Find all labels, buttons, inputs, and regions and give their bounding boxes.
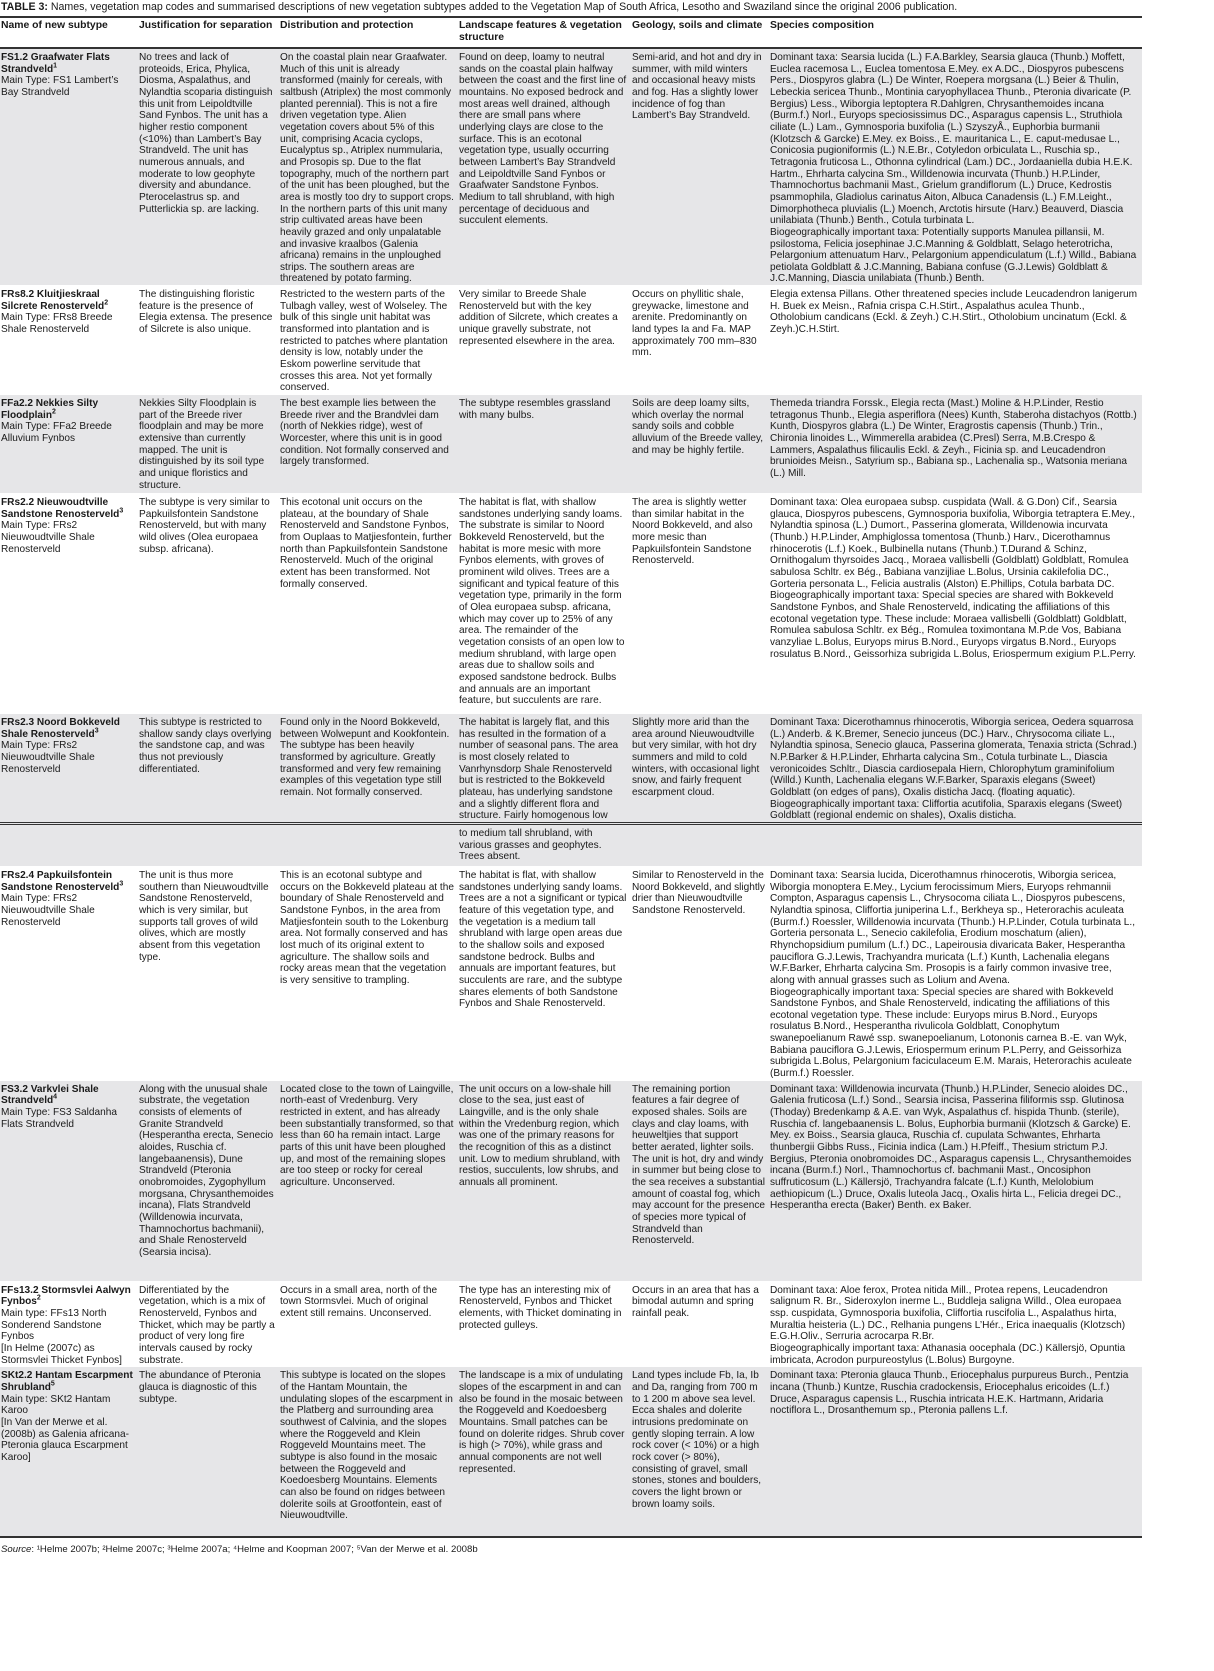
subtypes-table: [0, 18, 1142, 1536]
reference-superscript: 3: [119, 507, 124, 515]
table-row: [0, 1281, 1142, 1367]
distribution-cell: [279, 48, 458, 286]
landscape-text: The unit occurs on a low-shale hill close to the sea, just east of Laingville, and is the only shale within the Vredenburg region, which was one of the primary reasons for the recognition of this as a distinct unit. Low to medium shrubland, with restios, succulents, low shrubs, and annuals all prominent.: [459, 1083, 621, 1188]
subtype-name-cell: [0, 1080, 138, 1281]
header-name: Name of new subtype: [0, 18, 138, 48]
distribution-text: Restricted to the western parts of the Tulbagh valley, west of Wolseley. The bulk of this single unit habitat was transformed into plantation and is restricted to patches where plantation density is low, notably under the Eskom powerline servitude that crosses this area. Not yet formally conserved.: [280, 289, 448, 394]
justification-text: The subtype is very similar to Papkuilsfontein Sandstone Renosterveld, but with many wild olives (Olea europaea subsp. africana).: [139, 497, 270, 555]
species-dominant-text: Themeda triandra Forssk., Elegia recta (Mast.) Moline & H.P.Linder, Restio tetragonus Thunb., Elegia asperiflora (Nees) Kunth, Staberoha distachyos (Rottb.) Kunth, Diospyros glabra (L.) De Winter, Eragrostis capensis (Thunb.) Trin., Chironia linoides L., Wimmerella arabidea (C.Presl) Serra, M.B.Crespo & Lammers, Aspalathus filicaulis Eckl. & Zeyh., Ficinia sp. and Leucadendron brunioides Meisn., Satyrium sp., Babiana sp., Lachenalia sp., Watsonia meriana (L.) Mill.: [770, 398, 1137, 479]
landscape-text: The landscape is a mix of undulating slopes of the escarpment in and can also be found in the mosaic between the Roggeveld and Koedoesberg Mountains. Small patches can be found on dolerite ridges. Shrub cover is high (> 70%), while grass and annual components are not well represented.: [459, 1370, 625, 1475]
main-type: Main Type: FS3 Saldanha Flats Strandveld: [1, 1107, 117, 1130]
species-biogeographic-text: Biogeographically important taxa: Special species are shared with Bokkeveld Sandstone Fynbos, and Shale Renosterveld, indicating the affiliations of this ecotonal vegetation type. These include: Euryops mirus B.Nord., Euryops rosulatus B.Nord., Hesperantha rivulicola Goldblatt, Conophytum swanepoelianum Rawé ssp. swanepoelianum, Lotononis carnea B.-E. van Wyk, Babiana pauciflora G.J.Lewis, Eriospermum erinum P.L.Perry, and Geissorhiza subrigida L.Bolus, Pelargonium faciculaceum E.M. Marais, Heterorachis aculeate (Burm.f.) Roessler.: [770, 986, 1132, 1080]
distribution-text: On the coastal plain near Graafwater. Much of this unit is already transformed (mainly for cereals, with saltbush (Atriplex) the most commonly planted perennial). This is not a fire driven vegetation type. Alien vegetation covers about 5% of this unit, comprising Acacia cyclops, Eucalyptus sp., Atriplex nummularia, and Prosopis sp. Due to the flat topography, much of the northern part of the unit has been ploughed, but the area is mostly too dry to support crops. In the northern parts of this unit many strip cultivated areas have been heavily grazed and only unpalatable and invasive kraalbos (Galenia africana) remains in the unploughed strips. The southern areas are threatened by potato farming.: [280, 52, 454, 285]
table-continuation-row: [0, 823, 1142, 866]
distribution-cell: [279, 714, 458, 824]
justification-cell: [138, 866, 279, 1080]
subtype-name-cell: [0, 866, 138, 1080]
species-dominant-text: Dominant taxa: Searsia lucida (L.) F.A.Barkley, Searsia glauca (Thunb.) Moffett, Euclea racemosa L., Euclea tomentosa E.Mey. ex A.DC., Diospyros pubescens Pers., Diospyros glabra (L.) De Winter, Roepera morgsana (L.) Beier & Thulin, Lebeckia sericea Thunb., Montinia caryophyllacea Thunb., Pteronia divaricate (P. Bergius) Less., Wiborgia leptoptera R.Dahlgren, Chrysanthemoides incana (Burm.f.) Norl., Euryops speciosissimus DC., Asparagus capensis L., Struthiola ciliate (L.) Lam., Gymnosporia buxifolia (L.) SzyszyÅ., Euphorbia burmanii (Klotzsch & Garcke) E.Mey. ex Boiss., E. mauritanica L., E. caput-medusae L., Conicosia pugioniformis (L.) N.E.Br., Cotyledon orbiculata L., Ruschia sp., Tetragonia fruticosa L., Othonna cylindrical (Lam.) DC., Jordaaniella dubia H.E.K. Hartm., Ehrharta calycina Sm., Willdenowia incurvata (Thunb.) H.P.Linder, Thamnochortus bachmanii Mast., Grielum grandiflorum (L.) Druce, Kedrostis psammophila, Gladiolus carinatus Aiton, Albuca Canadensis (L.) F.M.Leight., Dimorphotheca pluvialis (L.) Moench, Arctotis hirsute (Harv.) Beauverd, Diascia unilabiata (Thunb.) Benth., Cotula turbinata L.: [770, 52, 1133, 227]
subtype-name-text: FRs2.4 Papkuilsfontein Sandstone Renosterveld: [1, 869, 120, 893]
distribution-cell: [279, 286, 458, 395]
species-cell: [769, 286, 1142, 395]
geology-cell: [631, 286, 769, 395]
geology-cell: [631, 1281, 769, 1367]
table-row: [0, 395, 1142, 494]
distribution-text: This subtype is located on the slopes of the Hantam Mountain, the undulating slopes of the escarpment in the Platberg and surrounding area southwest of Calvinia, and the slopes where the Roggeveld and Klein Roggeveld Mountains meet. The subtype is also found in the mosaic between the Roggeveld and Koedoesberg Mountains. Elements can also be found on ridges between dolerite soils at Grootfontein, east of Nieuwoudtville.: [280, 1370, 453, 1522]
distribution-cell: [279, 1367, 458, 1537]
header-distribution: Distribution and protection: [279, 18, 458, 48]
main-type: Main Type: FRs2 Nieuwoudtville Shale Renosterveld: [1, 740, 95, 775]
landscape-cell: [458, 1080, 631, 1281]
geology-cell: [631, 494, 769, 714]
justification-cell: [138, 48, 279, 286]
geology-text: Land types include Fb, Ia, Ib and Da, ranging from 700 m to 1 200 m above sea level. Ecca shales and dolerite intrusions predominate on gently sloping terrain. A low rock cover (< 10%) or a high rock cover (> 80%), consisting of gravel, small stones, stones and boulders, covers the light brown or brown loamy soils.: [632, 1370, 762, 1510]
table-row: [0, 286, 1142, 395]
species-biogeographic-text: Biogeographically important taxa: Athanasia oocephala (DC.) Källersjö, Opuntia imbricata, Acrodon purpureostylus (L.Bolus) Burgoyne.: [770, 1343, 1126, 1366]
landscape-text: The habitat is largely flat, and this has resulted in the formation of a number of seasonal pans. The area is most closely related to Vanrhynsdorp Shale Renosterveld but is restricted to the Bokkeveld plateau, has underlying sandstone and a slightly different flora and structure. Fairly homogenous low: [459, 717, 619, 822]
landscape-cell: [458, 1281, 631, 1367]
species-biogeographic-text: Biogeographically important taxa: Special species are shared with Bokkeveld Sandstone Fynbos, and Shale Renosterveld, indicating the affiliations of this ecotonal vegetation type. These include: Moraea vallisbelli (Goldblatt) Goldblatt, Romulea sabulosa Schltr. ex Bég., Romulea toximontana M.P.de Vos, Babiana vanzyliae L.Bolus, Euryops mirus B.Nord., Euryops virgatus B.Nord., Euryops rosulatus B.Nord., Geissorhiza subrigida L.Bolus, Eriospermum exigium P.L.Perry.: [770, 590, 1136, 660]
table-caption: Names, vegetation map codes and summarised descriptions of new vegetation subtypes added to the Vegetation Map of South Africa, Lesotho and Swaziland since the original 2006 publication.: [50, 1, 958, 13]
continuation-cell: [631, 823, 769, 866]
justification-text: No trees and lack of proteoids, Erica, Phylica, Diosma, Aspalathus, and Nylandtia scoparia distinguish this unit from Leipoldtville Sand Fynbos. The unit has a higher restio component (<10%) than Lambert’s Bay Strandveld. The unit has numerous annuals, and moderate to low geophyte diversity and abundance. Pterocelastrus sp. and Putterlickia sp. are lacking.: [139, 52, 273, 215]
subtype-name: [1, 289, 134, 312]
subtype-name-text: SKt2.2 Hantam Escarpment Shrubland: [1, 1370, 133, 1393]
landscape-text: The type has an interesting mix of Renosterveld, Fynbos and Thicket elements, with Thicket dominating in protected gulleys.: [459, 1284, 622, 1331]
species-cell: [769, 1367, 1142, 1537]
main-type: Main type: FFs13 North Sonderend Sandstone Fynbos: [1, 1308, 107, 1343]
reference-superscript: 2: [52, 408, 56, 416]
justification-cell: [138, 395, 279, 494]
justification-cell: [138, 286, 279, 395]
distribution-cell: [279, 1281, 458, 1367]
landscape-text-continued: to medium tall shrubland, with various grasses and geophytes. Trees absent.: [459, 827, 602, 863]
landscape-cell: [458, 286, 631, 395]
geology-text: Soils are deep loamy silts, which overlay the normal sandy soils and cobble alluvium of the Breede valley, and may be highly fertile.: [632, 398, 764, 456]
subtype-name-text: FFs13.2 Stormsvlei Aalwyn Fynbos: [1, 1284, 131, 1308]
landscape-cell: [458, 494, 631, 714]
landscape-cell: [458, 48, 631, 286]
continuation-cell: [138, 823, 279, 866]
justification-text: Along with the unusual shale substrate, the vegetation consists of elements of Granite Strandveld (Hesperantha erecta, Senecio aloides, Ruschia cf. langebaanensis), Dune Strandveld (Pteronia onobromoides, Zygophyllum morgsana, Chrysanthemoides incana), Flats Strandveld (Willdenowia incurvata, Thamnochortus bachmanii), and Shale Renosterveld (Searsia incisa).: [139, 1083, 274, 1258]
geology-cell: [631, 48, 769, 286]
geology-text: The area is slightly wetter than similar habitat in the Noord Bokkeveld, and also more mesic than Papkuilsfontein Sandstone Renosterveld.: [632, 497, 753, 567]
header-geology: Geology, soils and climate: [631, 18, 769, 48]
distribution-text: Occurs in a small area, north of the town Stormsvlei. Much of original extent still remains. Unconserved.: [280, 1284, 438, 1320]
reference-superscript: 5: [50, 1380, 55, 1388]
subtype-name: [1, 497, 134, 520]
justification-text: This subtype is restricted to shallow sandy clays overlying the sandstone cap, and was thus not previously differentiated.: [139, 717, 272, 775]
landscape-cell: [458, 714, 631, 824]
justification-cell: [138, 494, 279, 714]
subtype-name-text: FRs2.2 Nieuwoudtville Sandstone Renosterveld: [1, 497, 120, 520]
continuation-cell: [279, 823, 458, 866]
table-header-row: [0, 18, 1142, 48]
subtype-name-cell: [0, 494, 138, 714]
justification-cell: [138, 1080, 279, 1281]
main-type: Main type: SKt2 Hantam Karoo: [1, 1393, 111, 1417]
reference-superscript: 2: [36, 1295, 41, 1303]
continuation-cell: [458, 823, 631, 866]
main-type: Main Type: FRs2 Nieuwoudtville Shale Renosterveld: [1, 893, 95, 928]
table-row: [0, 866, 1142, 1080]
species-cell: [769, 866, 1142, 1080]
distribution-text: This ecotonal unit occurs on the plateau, at the boundary of Shale Renosterveld and Sandstone Fynbos, from Ouplaas to Matjiesfontein, further north than Papkuilsfontein Sandstone Renosterveld. Much of the original extent has been transformed. Not formally conserved.: [280, 497, 452, 590]
justification-text: The abundance of Pteronia glauca is diagnostic of this subtype.: [139, 1370, 261, 1405]
landscape-text: The habitat is flat, with shallow sandstones underlying sandy loams. Trees are a not a significant or typical feature of this vegetation type, and the vegetation is a medium tall shrubland with large open areas due to the shallow soils and exposed sandstone bedrock. Bulbs and annuals are important features, but succulents are rare, and the subtype shares elements of both Sandstone Fynbos and Shale Renosterveld.: [459, 869, 627, 1010]
species-dominant-text: Dominant taxa: Pteronia glauca Thunb., Eriocephalus purpureus Burch., Pentzia incana (Thunb.) Kuntze, Ruschia cradockensis, Eriocephalus ericoides (L.f.) Druce, Asparagus capensis L., Ruschia intricata H.E.K. Hartmann, Aridaria noctiflora L., Drosanthemum sp., Pteronia pallens L.f.: [770, 1370, 1129, 1417]
table-label: TABLE 3:: [1, 1, 48, 13]
landscape-cell: [458, 866, 631, 1080]
reference-superscript: 1: [53, 62, 58, 70]
species-dominant-text: Dominant taxa: Searsia lucida, Dicerothamnus rhinocerotis, Wiborgia sericea, Wiborgia monoptera E.Mey., Lycium ferocissimum Miers, Euryops rehmannii Compton, Asparagus capensis L., Chrysocoma ciliata L., Diospyros pubescens, Nylandtia spinosa, Cliffortia juniperina L.f., Berkheya sp., Heterorachis aculeata (Burm.f.) Roessler, Willdenowia incurvata (Thunb.) H.P.Linder, Cotula turbinata L., Gorteria personata L., Senecio cakilefolia, Erodium moschatum (alien), Rhynchopsidium pumilum (L.f.) DC., Lapeirousia divaricata Baker, Hesperantha pauciflora G.J.Lewis, Trachyandra muricata (L.f.) Kunth, Lachenalia elegans W.F.Barker, Ehrharta calycina Sm. Prosopis is a fairly common invasive tree, along with annual grasses such as Lolium and Avena.: [770, 869, 1136, 986]
subtype-name-text: FFa2.2 Nekkies Silty Floodplain: [1, 398, 99, 421]
species-biogeographic-text: Biogeographically important taxa: Cliffortia acutifolia, Sparaxis elegans (Sweet) Goldblatt (regional endemic on shales), Oxalis disticha.: [770, 798, 1123, 822]
subtype-name: [1, 398, 134, 421]
landscape-text: Very similar to Breede Shale Renosterveld but with the key addition of Silcrete, which creates a unique gravelly substrate, not represented elsewhere in the area.: [459, 289, 618, 347]
landscape-cell: [458, 1367, 631, 1537]
table-row: [0, 714, 1142, 824]
distribution-cell: [279, 1080, 458, 1281]
subtype-name-cell: [0, 286, 138, 395]
distribution-cell: [279, 395, 458, 494]
species-dominant-text: Elegia extensa Pillans. Other threatened species include Leucadendron lanigerum H. Buek ex Meisn., Rafnia crispa C.H.Stirt., Aspalathus aculea Thunb., Otholobium candicans (Eckl. & Zeyh.) C.H.Stirt., Otholobium uncinatum (Eckl. & Zeyh.)C.H.Stirt.: [770, 289, 1137, 336]
justification-cell: [138, 1281, 279, 1367]
table-body: [0, 48, 1142, 1536]
alternate-name: [In Van der Merwe et al. (2008b) as Galenia africana-Pteronia glauca Escarpment Karoo]: [1, 1416, 129, 1463]
geology-cell: [631, 1080, 769, 1281]
distribution-cell: [279, 866, 458, 1080]
table-row: [0, 1367, 1142, 1537]
justification-text: Differentiated by the vegetation, which is a mix of Renosterveld, Fynbos and Thicket, which may be partly a product of very long fire intervals caused by rocky substrate.: [139, 1284, 275, 1366]
header-species: Species composition: [769, 18, 1142, 48]
landscape-text: The habitat is flat, with shallow sandstones underlying sandy loams. The substrate is similar to Noord Bokkeveld Renosterveld, but the habitat is more mesic with more Fynbos elements, with groves of prominent wild olives. Trees are a significant and typical feature of this vegetation type, primarily in the form of Olea europaea subsp. africana, which may cover up to 25% of any area. The remainder of the vegetation consists of an open low to medium shrubland, with large open areas due to shallow soils and exposed sandstone bedrock. Bulbs and annuals are an important feature, but succulents are rare.: [459, 497, 625, 707]
distribution-text: Located close to the town of Laingville, north-east of Vredenburg. Very restricted in extent, and has already been substantially transformed, so that less than 60 ha remain intact. Large parts of this unit have been ploughed up, and most of the remaining slopes are too steep or rocky for cereal agriculture. Unconserved.: [280, 1083, 454, 1188]
justification-cell: [138, 1367, 279, 1537]
source-note: [0, 1536, 1142, 1555]
subtype-name-text: FS3.2 Varkvlei Shale Strandveld: [1, 1083, 99, 1107]
subtype-name-text: FS1.2 Graafwater Flats Strandveld: [1, 52, 110, 75]
continuation-cell: [0, 823, 138, 866]
subtype-name-cell: [0, 714, 138, 824]
reference-superscript: 4: [53, 1094, 58, 1102]
subtype-name: [1, 717, 134, 740]
geology-text: Occurs on phyllitic shale, greywacke, limestone and arenite. Predominantly on land types Ia and Fa. MAP approximately 700 mm–830 mm.: [632, 289, 757, 359]
subtype-name: [1, 1084, 134, 1107]
main-type: Main Type: FFa2 Breede Alluvium Fynbos: [1, 421, 112, 444]
geology-text: Similar to Renosterveld in the Noord Bokkeveld, and slightly drier than Nieuwoudtville Sandstone Renosterveld.: [632, 869, 765, 916]
species-cell: [769, 1281, 1142, 1367]
distribution-text: Found only in the Noord Bokkeveld, between Wolwepunt and Kookfontein. The subtype has been heavily transformed by agriculture. Greatly transformed and very few remaining examples of this vegetation type still remain. Not formally conserved.: [280, 717, 450, 798]
justification-text: The distinguishing floristic feature is the presence of Elegia extensa. The presence of Silcrete is also unique.: [139, 289, 273, 336]
subtype-name-cell: [0, 1281, 138, 1367]
species-dominant-text: Dominant taxa: Aloe ferox, Protea nitida Mill., Protea repens, Leucadendron salignum R. Br., Sideroxylon inerme L., Buddleja saligna Willd., Olea europaea ssp. cuspidata, Gymnosporia buxifolia, Cliffortia ruscifolia L., Aspalathus hirta, Muraltia heisteria (L.) DC., Relhania pungens L’Hér., Erica inaequalis (Klotzsch) E.G.H.Oliv., Serruria acrocarpa R.Br.: [770, 1284, 1126, 1343]
subtype-name-cell: [0, 1367, 138, 1537]
subtype-name-cell: [0, 395, 138, 494]
subtype-name-text: FRs2.3 Noord Bokkeveld Shale Renosterveld: [1, 717, 120, 740]
source-label: Source: [1, 1544, 32, 1556]
continuation-cell: [769, 823, 1142, 866]
table-row: [0, 48, 1142, 286]
header-landscape: Landscape features & vegetation structure: [458, 18, 631, 48]
geology-cell: [631, 714, 769, 824]
distribution-text: This is an ecotonal subtype and occurs on the Bokkeveld plateau at the boundary of Shale Renosterveld and Sandstone Fynbos, in the area from Matjiesfontein south to the Lokenburg area. Not formally conserved and has lost much of its original extent to agriculture. The shallow soils and rocky areas mean that the vegetation is very sensitive to trampling.: [280, 869, 454, 986]
reference-superscript: 3: [94, 727, 99, 735]
geology-cell: [631, 866, 769, 1080]
subtype-name-text: FRs8.2 Kluitjieskraal Silcrete Renosterveld: [1, 289, 105, 312]
species-cell: [769, 494, 1142, 714]
table-row: [0, 1080, 1142, 1281]
justification-text: Nekkies Silty Floodplain is part of the Breede river floodplain and may be more extensive than currently mapped. The unit is distinguished by its soil type and unique floristics and structure.: [139, 398, 265, 491]
species-dominant-text: Dominant taxa: Olea europaea subsp. cuspidata (Wall. & G.Don) Cif., Searsia glauca, Diospyros pubescens, Gymnosporia buxifolia, Wiborgia tetraptera E.Mey., Nylandtia spinosa (L.) Dumort., Passerina glomerata, Willdenowia incurvata (Thunb.) H.P.Linder, Amphiglossa tomentosa (Thunb.) Harv., Dicerothamnus rhinocerotis (L.f.) Koek., Bulbinella nutans (Thunb.) T.Durand & Schinz, Ornithogalum thyrsoides Jacq., Moraea vallisbelli (Goldblatt) Goldblatt, Romulea sabulosa Schltr. ex Bég., Babiana vanzijliae L.Bolus, Ursinia cakilefolia DC., Gorteria personata L., Felicia australis (Alston) E.Phillips, Cotula barbata DC.: [770, 497, 1136, 590]
species-dominant-text: Dominant taxa: Willdenowia incurvata (Thunb.) H.P.Linder, Senecio aloides DC., Galenia fruticosa (L.f.) Sond., Searsia incisa, Passerina filiformis ssp. Glutinosa (Thoday) Bredenkamp & A.E. van Wyk, Aspalathus cf. hispida Thunb. (sterile), Ruschia cf. langebaanensis L. Bolus, Euphorbia burmanii (Klotzsch & Garcke) E. Mey. ex Boiss., Searsia glauca, Ruschia cf. cupulata Schwantes, Ehrharta thunbergii Gibbs Russ., Ficinia indica (Lam.) H.Pfeiff., Thesium strictum P.J. Bergius, Pteronia onobromoides DC., Asparagus capensis L., Chrysanthemoides incana (Burm.f.) Norl., Thamnochortus cf. bachmanii Mast., Oncosiphon suffruticosum (L.) Källersjö, Trachyandra falcate (L.f.) Kunth, Melolobium aethiopicum (L.) Druce, Oxalis luteola Jacq., Oxalis hirta L., Felicia dregei DC., Hesperantha erecta (Baker) Benth. ex Baker.: [770, 1083, 1132, 1212]
geology-text: Slightly more arid than the area around Nieuwoudtville but very similar, with hot dry summers and mild to cold winters, with occasional light snow, and fairly frequent escarpment cloud.: [632, 717, 760, 798]
reference-superscript: 2: [104, 299, 109, 307]
alternate-name: [In Helme (2007c) as Stormsvlei Thicket Fynbos]: [1, 1343, 122, 1366]
geology-text: The remaining portion features a fair degree of exposed shales. Soils are clays and clay loams, with heuweltjies that support better aerated, lighter soils. The unit is hot, dry and windy in summer but being close to the sea receives a substantial amount of coastal fog, which may account for the presence of species more typical of Strandveld than Renosterveld.: [632, 1083, 765, 1247]
species-cell: [769, 1080, 1142, 1281]
subtype-name-cell: [0, 48, 138, 286]
species-cell: [769, 714, 1142, 824]
geology-cell: [631, 395, 769, 494]
landscape-text: The subtype resembles grassland with many bulbs.: [459, 398, 611, 421]
main-type: Main Type: FRs2 Nieuwoudtville Shale Renosterveld: [1, 520, 95, 555]
main-type: Main Type: FRs8 Breede Shale Renosterveld: [1, 312, 113, 336]
distribution-cell: [279, 494, 458, 714]
header-justification: Justification for separation: [138, 18, 279, 48]
reference-superscript: 3: [119, 880, 124, 888]
species-dominant-text: Dominant Taxa: Dicerothamnus rhinocerotis, Wiborgia sericea, Oedera squarrosa (L.) Anderb. & K.Bremer, Senecio junceus (DC.) Harv., Chrysocoma ciliate L., Nylandtia spinosa, Senecio glauca, Passerina glomerata, Tenaxia stricta (Schrad.) N.P.Barker & H.P.Linder, Ehrharta calycina Sm., Cotula turbinate L., Diascia veronicoides Schltr., Diascia cardiosepala Hiern, Chlorophytum graminifolium (Willd.) Kunth, Lachenalia elegans W.F.Barker, Sparaxis elegans (Sweet) Goldblatt (on edges of pans), Oxalis disticha Jacq. (floating aquatic).: [770, 717, 1137, 798]
geology-cell: [631, 1367, 769, 1537]
subtype-name: [1, 1285, 134, 1308]
subtype-name: [1, 1370, 134, 1393]
geology-text: Occurs in an area that has a bimodal autumn and spring rainfall peak.: [632, 1284, 759, 1320]
species-cell: [769, 395, 1142, 494]
landscape-text: Found on deep, loamy to neutral sands on the coastal plain halfway between the coast and the first line of mountains. No exposed bedrock and most areas well drained, although there are small pans where underlying clays are close to the surface. This is an ecotonal vegetation type, usually occurring between Lambert’s Bay Strandveld and Leipoldtville Sand Fynbos or Graafwater Sandstone Fynbos. Medium to tall shrubland, with high percentage of deciduous and succulent elements.: [459, 52, 627, 227]
landscape-cell: [458, 395, 631, 494]
subtype-name: [1, 870, 134, 893]
species-biogeographic-text: Biogeographically important taxa: Potentially supports Manulea pillansii, M. psilostoma, Felicia josephinae J.C.Manning & Goldblatt, Selago heterotricha, Pelargonium attenuatum Harv., Pelargonium appendiculatum (L.f.) Willd., Babiana petiolata Goldblatt & J.C.Manning, Babiana confuse (G.J.Lewis) Goldblatt & J.C.Manning, Diascia unilabiata (Thunb.) Benth.: [770, 226, 1137, 285]
subtype-name: [1, 52, 134, 75]
species-cell: [769, 48, 1142, 286]
table-row: [0, 494, 1142, 714]
geology-text: Semi-arid, and hot and dry in summer, with mild winters and occasional heavy mists and fog. Has a slightly lower incidence of fog than Lambert’s Bay Strandveld.: [632, 52, 762, 122]
distribution-text: The best example lies between the Breede river and the Brandvlei dam (north of Nekkies ridge), west of Worcester, where this unit is in good condition. Not formally conserved and largely transformed.: [280, 398, 449, 468]
justification-cell: [138, 714, 279, 824]
source-text: : ¹Helme 2007b; ²Helme 2007c; ³Helme 2007a; ⁴Helme and Koopman 2007; ⁵Van der Merwe et al. 2008b: [31, 1544, 478, 1556]
justification-text: The unit is thus more southern than Nieuwoudtville Sandstone Renosterveld, which is very similar, but supports tall groves of wild olives, which are mostly absent from this vegetation type.: [139, 869, 269, 963]
main-type: Main Type: FS1 Lambert’s Bay Strandveld: [1, 75, 119, 98]
table-title: [0, 0, 1142, 18]
